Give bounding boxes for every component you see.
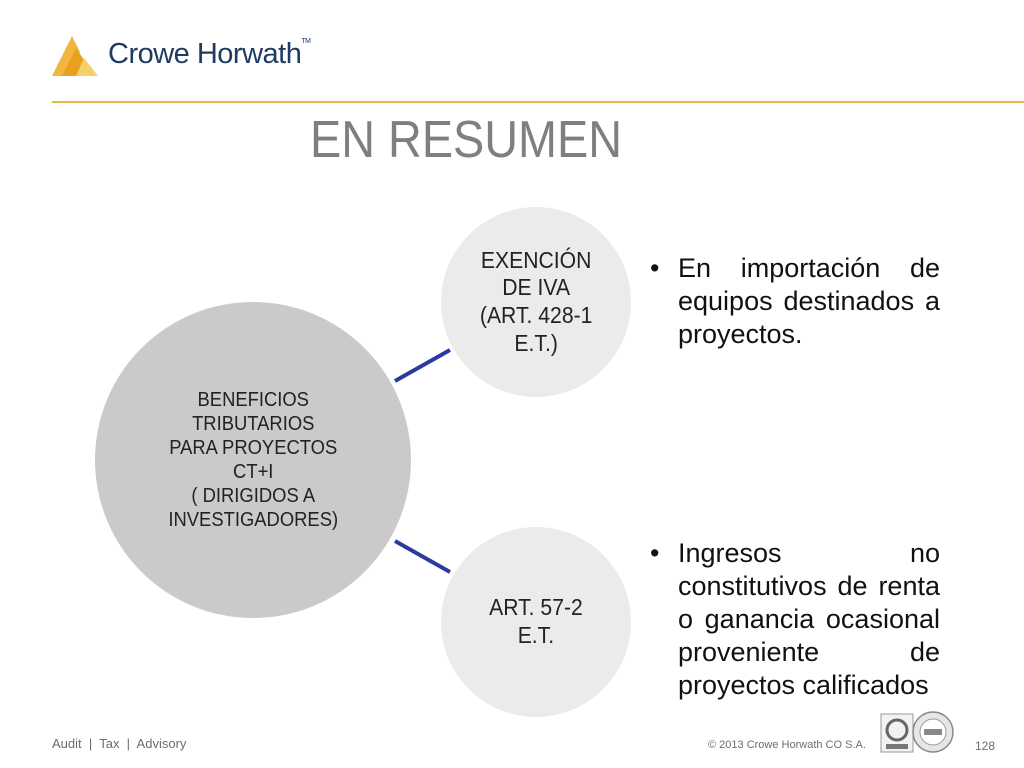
- certification-seal-icon: [880, 713, 914, 753]
- bullet-text-2: Ingresos no constitutivos de renta o ganancia ocasional proveniente de proyectos calificados: [678, 538, 940, 700]
- slide-title: EN RESUMEN: [310, 111, 623, 169]
- bullet-item-2: [650, 537, 940, 702]
- page-number: 128: [975, 739, 996, 753]
- bullet-item-1: [650, 252, 940, 351]
- bullet-dot-icon: •: [650, 253, 660, 283]
- bullet-text-1: En importación de equipos destinados a proyectos.: [678, 253, 940, 349]
- logo-wordmark: Crowe Horwath™: [108, 38, 311, 70]
- bullet-dot-icon: •: [650, 538, 660, 568]
- branch-label-top: EXENCIÓN DE IVA (ART. 428-1 E.T.): [479, 246, 593, 356]
- footer-tagline: Audit | Tax | Advisory: [52, 736, 187, 751]
- footer-copyright: © 2013 Crowe Horwath CO S.A.: [708, 739, 866, 751]
- branch-label-bottom: ART. 57-2 E.T.: [489, 594, 583, 648]
- icnet-seal-icon: [912, 711, 954, 753]
- center-label: BENEFICIOS TRIBUTARIOS PARA PROYECTOS CT+I ( DIRIGIDOS A INVESTIGADORES): [168, 389, 338, 531]
